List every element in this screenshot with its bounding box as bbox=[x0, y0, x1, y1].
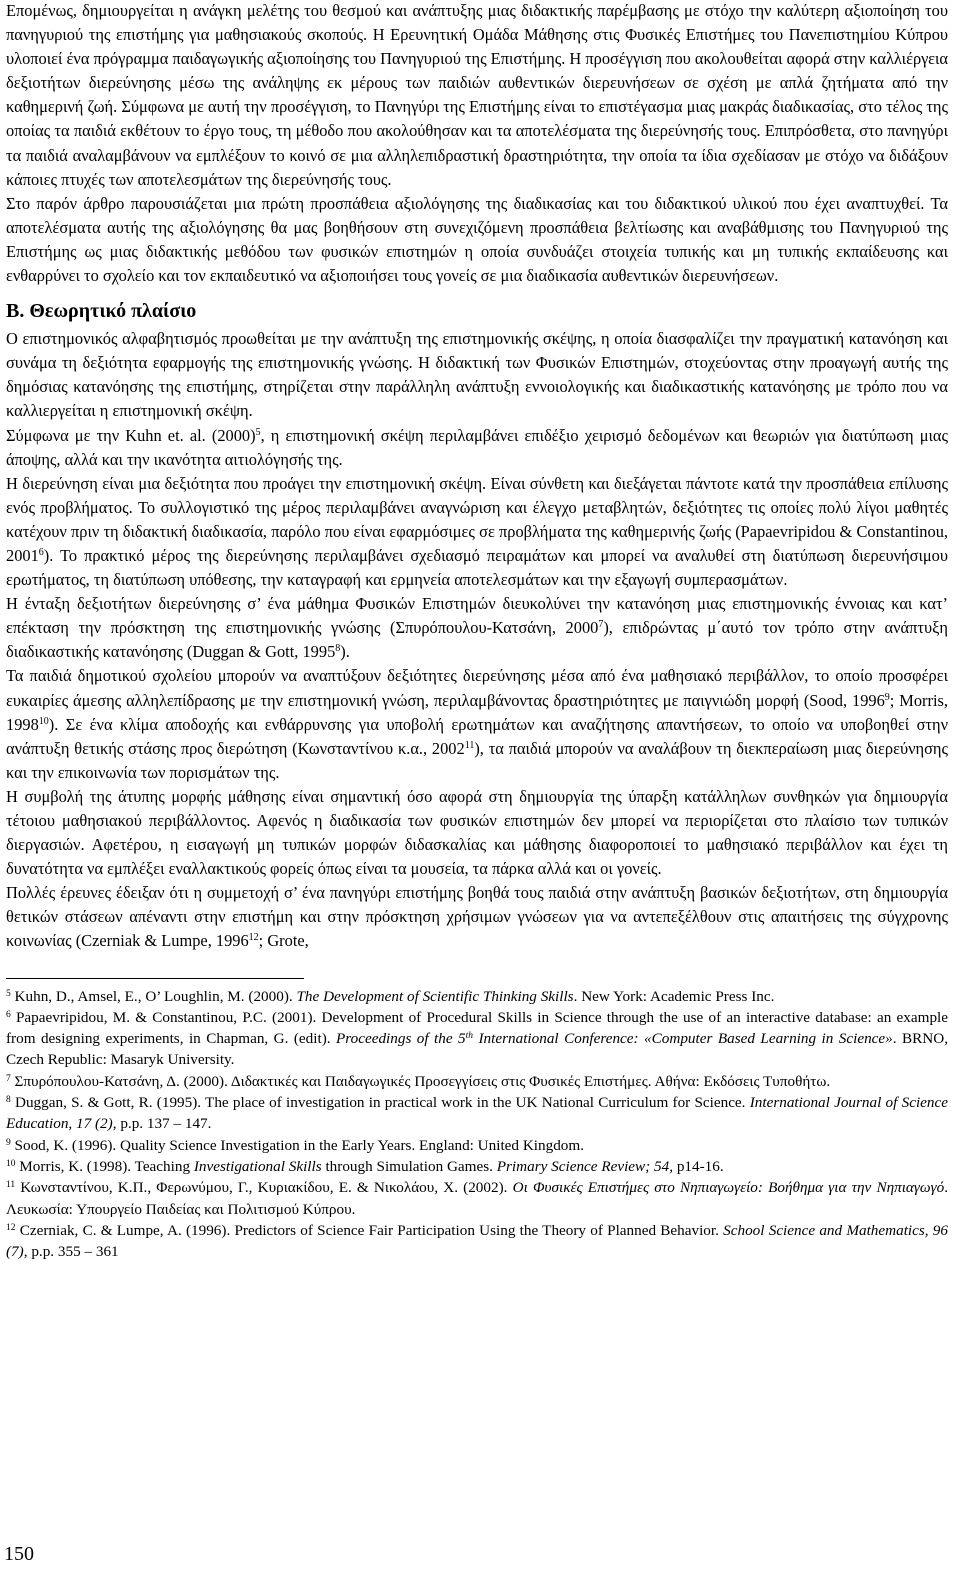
footnote-marker: 11 bbox=[464, 739, 475, 751]
footnote-marker: 9 bbox=[884, 691, 890, 703]
theory-paragraph-5 bbox=[6, 664, 948, 784]
theory-paragraph-1 bbox=[6, 327, 948, 423]
italic-text: The Development of Scientific Thinking Skills bbox=[296, 987, 574, 1005]
footnote-marker: 12 bbox=[248, 932, 259, 944]
text-run: . New York: Academic Press Inc. bbox=[573, 987, 775, 1005]
text-run: Κωνσταντίνου, Κ.Π., Φερωνύμου, Γ., Κυριακίδου, Ε. & Νικολάου, Χ. (2002). bbox=[15, 1179, 513, 1197]
footnote-12 bbox=[6, 1220, 948, 1263]
text-run: Duggan, S. & Gott, R. (1995). The place of investigation in practical work in the UK National Curriculum for Science. bbox=[10, 1094, 750, 1112]
page-number: 150 bbox=[4, 1543, 34, 1565]
italic-text: Investigational Skills bbox=[193, 1157, 322, 1175]
text-run: Πολλές έρευνες έδειξαν ότι η συμμετοχή σ’ ένα πανηγύρι επιστήμης βοηθά τους παιδιά στην ανάπτυξη βασικών δεξιοτήτων, στη δημιουργία θετικών στάσεων απέναντι στην επιστήμη και στην πρόσκτηση χρήσιμων γνώσεων για να αντεπεξέλθουν στις απαιτήσεις της σύγχρονης κοινωνίας (Czerniak & Lumpe, 1996 bbox=[6, 883, 948, 951]
footnote-marker: 10 bbox=[6, 1158, 16, 1169]
italic-text: Οι Φυσικές Επιστήμες στο Νηπιαγωγείο: Βοήθημα για την Νηπιαγωγό bbox=[512, 1179, 945, 1197]
section-heading: Β. Θεωρητικό πλαίσιο bbox=[6, 300, 197, 323]
text-run: through Simulation Games. bbox=[321, 1157, 497, 1175]
text-run: ). Το πρακτικό μέρος της διερεύνησης περιλαμβάνει σχεδιασμό πειραμάτων και μπορεί να αναλυθεί στη διατύπωση διερευνήσιμου ερωτήματος, τη διατύπωση υπόθεσης, την καταγραφή και ερμηνεία αποτελεσμάτων και την εξαγωγή συμπερασμάτων. bbox=[6, 545, 948, 590]
text-run: Η ένταξη δεξιοτήτων διερεύνησης σ’ ένα μάθημα Φυσικών Επιστημών διευκολύνει την κατανόηση μιας επιστημονικής έννοιας και κατ’ επέκταση την πρόσκτηση της επιστημονικής γνώσης (Σπυρόπουλου-Κατσάνη, 2000 bbox=[6, 594, 948, 638]
intro-paragraph-2 bbox=[6, 192, 948, 288]
footnote-marker: 6 bbox=[38, 546, 44, 558]
theory-paragraph-6 bbox=[6, 785, 948, 881]
theory-paragraph-4 bbox=[6, 592, 948, 664]
footnote-marker: 10 bbox=[38, 715, 49, 727]
footnote-separator bbox=[6, 978, 304, 979]
italic-text: International Journal of Science Education, 17 (2) bbox=[6, 1094, 948, 1133]
theory-paragraph-7 bbox=[6, 881, 948, 953]
footnote-7 bbox=[6, 1071, 948, 1092]
text-run: Σπυρόπουλου-Κατσάνη, Δ. (2000). Διδακτικές και Παιδαγωγικές Προσεγγίσεις στις Φυσικές Επιστήμες. Αθήνα: Εκδόσεις Τυποθήτω. bbox=[10, 1072, 831, 1090]
footnote-8 bbox=[6, 1092, 948, 1135]
italic-superscript: th bbox=[465, 1031, 474, 1042]
footnote-marker: 11 bbox=[6, 1180, 16, 1191]
text-run: Επομένως, δημιουργείται η ανάγκη μελέτης του θεσμού και ανάπτυξης μιας διδακτικής παρέμβασης με στόχο την καλύτερη αξιοποίηση του πανηγυριού της επιστήμης για μαθησιακούς σκοπούς. Η Ερευνητική Ομάδα Μάθησης στις Φυσικές Επιστήμες του Πανεπιστημίου Κύπρου υλοποιεί ένα πρόγραμμα παιδαγωγικής αξιοποίησης του Πανηγυριού της Επιστήμης. Η προσέγγιση που ακολουθείται αφορά στην καλλιέργεια δεξιοτήτων διερεύνησης μέσω της ανάληψης εκ μέρους των παιδιών αυθεντικών διερευνήσεων σε σχέση με απλά ζητήματα από την καθημερινή ζωή. Σύμφωνα με αυτή την προσέγγιση, το Πανηγύρι της Επιστήμης είναι το επιστέγασμα μιας μακράς διαδικασίας, στο τέλος της οποίας τα παιδιά εκθέτουν το έργο τους, τη μέθοδο που ακολούθησαν και τα αποτελέσματα της διερεύνησής τους. Επιπρόσθετα, στο πανηγύρι τα παιδιά αναλαμβάνουν να εμπλέξουν το κοινό σε μια αλληλεπιδραστική δραστηριότητα, την οποία τα ίδια σχεδίασαν με στόχο να διδάξουν κάποιες πτυχές των αποτελεσμάτων της διερεύνησής τους. bbox=[6, 1, 948, 189]
text-run: Στο παρόν άρθρο παρουσιάζεται μια πρώτη προσπάθεια αξιολόγησης της διαδικασίας και του διδακτικού υλικού που έχει αναπτυχθεί. Τα αποτελέσματα αυτής της αξιολόγησης θα μας βοηθήσουν στη συνεχιζόμενη προσπάθεια βελτίωσης και αναβάθμισης του Πανηγυριού της Επιστήμης ως μιας διδακτικής μεθόδου των φυσικών επιστημών η οποία συνδυάζει στοιχεία τυπικής και μη τυπικής εκπαίδευσης και ενθαρρύνει το σχολείο και τον εκπαιδευτικό να αξιοποιήσει τους γονείς σε μια διαδικασία αυθεντικών διερευνήσεων. bbox=[6, 193, 948, 286]
text-run: p14-16. bbox=[673, 1157, 724, 1175]
text-run: Czerniak, C. & Lumpe, A. (1996). Predictors of Science Fair Participation Using the Theory of Planned Behavior. bbox=[15, 1221, 724, 1239]
text-run: Papaevripidou, M. & Constantinou, P.C. (2001). Development of Procedural Skills in Science through the use of an interactive database: an example from designing experiments, in Chapman, G. (edit). bbox=[6, 1008, 948, 1048]
text-run: . Λευκωσία: Υπουργείο Παιδείας και Πολιτισμού Κύπρου. bbox=[6, 1179, 948, 1218]
text-run: Η συμβολή της άτυπης μορφής μάθησης είναι σημαντική όσο αφορά στη δημιουργία της ύπαρξη κατάλληλων συνθηκών για δημιουργία τέτοιου μαθησιακού περιβάλλοντος. Αφενός η διαδικασία των φυσικών επιστημών δεν μπορεί να περιορίζεται στο πλαίσιο των τυπικών διεργασιών. Αφετέρου, η εισαγωγή μη τυπικών μορφών διδασκαλίας και μάθησης διαφοροποιεί το μαθησιακό περιβάλλον και έχει τη δυνατότητα να εμπλέξει εναλλακτικούς φορείς όπως είναι τα μουσεία, τα πάρκα αλλά και οι γονείς. bbox=[6, 786, 948, 879]
footnote-marker: 5 bbox=[6, 988, 11, 999]
text-run: Σύμφωνα με την Kuhn et. al. (2000) bbox=[6, 425, 256, 445]
theory-paragraph-2 bbox=[6, 424, 948, 472]
footnote-marker: 8 bbox=[6, 1095, 11, 1106]
text-run: ; Grote, bbox=[258, 931, 309, 951]
text-run: ). bbox=[340, 642, 350, 662]
footnote-marker: 8 bbox=[335, 643, 341, 655]
text-run: ), τα παιδιά μπορούν να αναλάβουν τη διεκπεραίωση μιας διερεύνησης και την επικοινωνία των πορισμάτων της. bbox=[6, 738, 948, 782]
text-run: Η διερεύνηση είναι μια δεξιότητα που προάγει την επιστημονική σκέψη. Είναι σύνθετη και διεξάγεται πάντοτε κατά την προσπάθεια επίλυσης ενός προβλήματος. Το συλλογιστικό της μέρος περιλαμβάνει αναγνώριση και έλεγχο μεταβλητών, δεξιότητες τις οποίες πολύ λίγοι μαθητές κατέχουν πριν τη διδακτική διαδικασία, παρόλο που είναι εφαρμόσιμες σε προβλήματα της καθημερινής ζωής (Papaevripidou & Constantinou, 2001 bbox=[6, 473, 948, 565]
text-run: Kuhn, D., Amsel, E., O’ Loughlin, M. (2000). bbox=[10, 987, 297, 1005]
footnote-9 bbox=[6, 1135, 948, 1156]
footnotes bbox=[6, 986, 948, 1263]
footnote-marker: 5 bbox=[255, 426, 261, 438]
footnote-marker: 7 bbox=[598, 619, 604, 631]
body-text bbox=[6, 0, 948, 954]
text-run: Τα παιδιά δημοτικού σχολείου μπορούν να αναπτύξουν δεξιότητες διερεύνησης μέσα από ένα μαθησιακό περιβάλλον, το οποίο προσφέρει ευκαιρίες άμεσης αλληλεπίδρασης με την επιστημονική γνώση, περιλαμβάνοντας δραστηριότητες με παιγνιώδη μορφή (Sood, 1996 bbox=[6, 666, 948, 710]
text-run: ; Morris, 1998 bbox=[6, 690, 948, 734]
text-run: , p.p. 137 – 147. bbox=[112, 1115, 212, 1133]
footnote-11 bbox=[6, 1177, 948, 1220]
footnote-marker: 9 bbox=[6, 1137, 11, 1148]
text-run: . BRNO, Czech Republic: Masaryk University. bbox=[6, 1030, 948, 1069]
footnote-10 bbox=[6, 1156, 948, 1177]
footnote-marker: 6 bbox=[6, 1009, 11, 1020]
theory-paragraph-3 bbox=[6, 472, 948, 592]
text-run: , p.p. 355 – 361 bbox=[23, 1243, 119, 1261]
italic-text: School Science and Mathematics, 96 (7) bbox=[6, 1221, 948, 1261]
text-run: Ο επιστημονικός αλφαβητισμός προωθείται με την ανάπτυξη της επιστημονικής σκέψης, η οποία διασφαλίζει την πραγματική κατανόηση και συνάμα τη δεξιότητα εφαρμογής της επιστημονικής γνώσης. Η διδακτική των Φυσικών Επιστημών, στοχεύοντας στην προαγωγή αυτής της δημόσιας κατανόησης της επιστήμης, στηρίζεται στην παράλληλη ανάπτυξη εννοιολογικής και διαδικαστικής κατανόησης με τρόπο που να καλλιεργείται η επιστημονική σκέψη. bbox=[6, 329, 948, 421]
italic-text: International Conference: «Computer Based Learning in Science» bbox=[473, 1030, 893, 1048]
text-run: ). Σε ένα κλίμα αποδοχής και ενθάρρυνσης για υποβολή ερωτημάτων και αναζήτησης απαντήσεων, το οποίο να υποβοηθεί στην ανάπτυξη θετικής στάσης προς διερώτηση (Κωνσταντίνου κ.α., 2002 bbox=[6, 714, 948, 758]
text-run: Morris, K. (1998). Teaching bbox=[15, 1157, 194, 1175]
text-run: Sood, K. (1996). Quality Science Investigation in the Early Years. England: United Kingdom. bbox=[10, 1136, 584, 1154]
footnote-6 bbox=[6, 1007, 948, 1071]
italic-text: Proceedings of the 5 bbox=[336, 1030, 466, 1048]
footnote-5 bbox=[6, 986, 948, 1007]
text-run: , η επιστημονική σκέψη περιλαμβάνει επιδέξιο χειρισμό δεδομένων και θεωριών για διατύπωση μιας άποψης, αλλά και την ικανότητα αιτιολόγησής της. bbox=[6, 425, 948, 469]
footnote-marker: 7 bbox=[6, 1073, 11, 1084]
text-run: ), επιδρώντας μ΄αυτό τον τρόπο στην ανάπτυξη διαδικαστικής κατανόησης (Duggan & Gott, 1995 bbox=[6, 618, 948, 662]
footnote-marker: 12 bbox=[6, 1222, 16, 1233]
intro-paragraph-1 bbox=[6, 0, 948, 192]
italic-text: Primary Science Review; 54, bbox=[496, 1157, 674, 1175]
